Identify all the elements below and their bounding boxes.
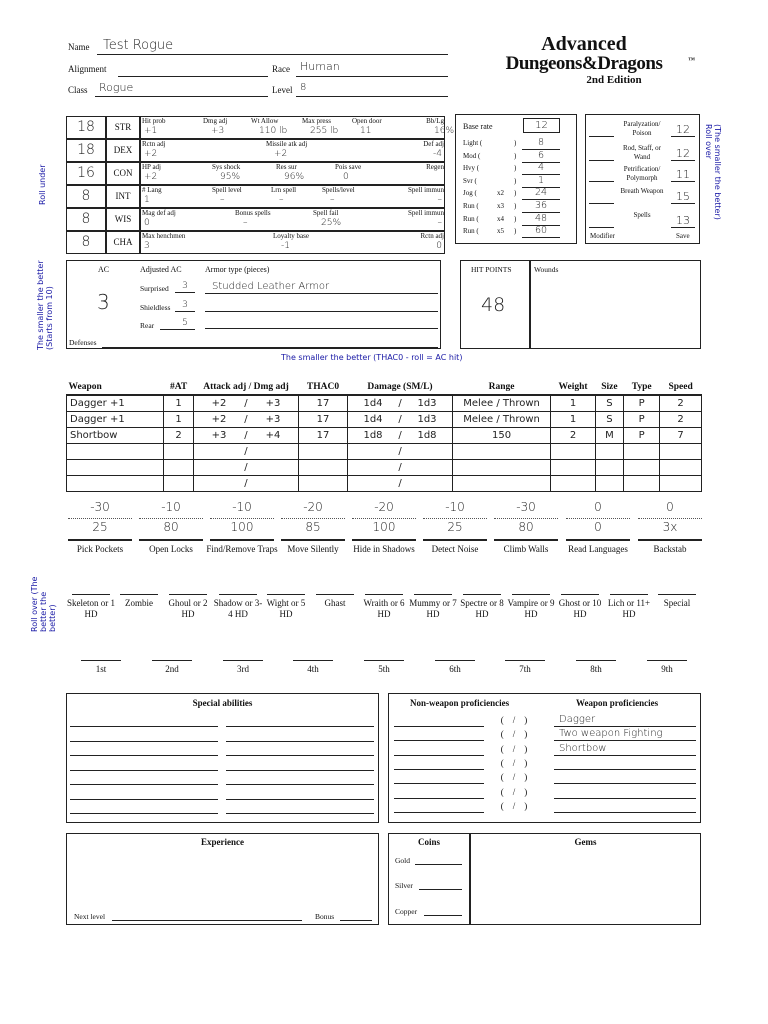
- alignment-label: Alignment: [68, 64, 107, 74]
- movement-mult: x5: [497, 227, 504, 236]
- thief-mod[interactable]: -10: [161, 500, 181, 514]
- hp-label: HIT POINTS: [471, 265, 512, 274]
- ability-field-label: Spell fail: [313, 209, 339, 217]
- ability-field-value[interactable]: 110 lb: [259, 126, 288, 136]
- undead-label: Skeleton or 1 HD: [67, 598, 115, 619]
- ability-abbr-wis: WIS: [114, 214, 132, 224]
- weapon-l[interactable]: 1d3: [417, 398, 437, 409]
- ability-field-label: HP adj: [142, 163, 161, 171]
- weapon-col-header: #AT: [163, 380, 193, 395]
- undead-label: Zombie: [125, 598, 153, 608]
- logo-edition: 2nd Edition: [586, 74, 642, 86]
- nwp-label: Non-weapon proficiencies: [410, 698, 510, 708]
- class-label: Class: [68, 85, 88, 95]
- weapon-thac0[interactable]: 17: [316, 414, 330, 425]
- weapon-size[interactable]: S: [606, 398, 613, 409]
- ability-field-value[interactable]: –: [437, 195, 442, 205]
- proficiencies-box: [388, 693, 701, 823]
- slash: /: [244, 414, 248, 425]
- ability-field-label: Open door: [352, 117, 382, 125]
- weapon-col-header: Type: [624, 380, 660, 395]
- thief-value[interactable]: 100: [372, 520, 396, 534]
- weapon-name[interactable]: Dagger +1: [70, 414, 125, 425]
- thief-value[interactable]: 25: [92, 520, 108, 534]
- weapon-col-header: THAC0: [298, 380, 348, 395]
- shieldless-label: Shieldless: [140, 303, 171, 312]
- ability-field-label: Spell level: [212, 186, 242, 194]
- weapon-at[interactable]: 1: [175, 414, 182, 425]
- weapon-row[interactable]: [67, 428, 702, 444]
- movement-paren: ): [514, 202, 517, 210]
- weapon-col-header: Weight: [551, 380, 595, 395]
- thief-label: Detect Noise: [431, 544, 479, 554]
- ability-field-label: Dmg adj: [203, 117, 228, 125]
- movement-label: Run (: [463, 202, 479, 210]
- undead-label: Vampire or 9 HD: [507, 598, 555, 619]
- thief-value[interactable]: 0: [594, 520, 602, 534]
- movement-label: Mod (: [463, 151, 481, 160]
- undead-label: Ghost or 10 HD: [558, 598, 602, 619]
- undead-label: Ghoul or 2 HD: [168, 598, 208, 619]
- movement-label: Jog (: [463, 189, 477, 198]
- movement-value[interactable]: 1: [537, 174, 545, 186]
- ability-field-value[interactable]: -4: [433, 149, 442, 159]
- movement-label: Run (: [463, 227, 479, 236]
- ability-field-value[interactable]: 0: [343, 172, 349, 182]
- ability-field-label: Sys shock: [212, 163, 241, 171]
- slash: /: [244, 430, 248, 441]
- ability-field-label: Mag def adj: [142, 209, 176, 217]
- thief-mod[interactable]: -10: [445, 500, 465, 514]
- movement-label: Hvy (: [463, 164, 480, 173]
- ability-score-cha[interactable]: 8: [81, 234, 91, 250]
- name-label: Name: [68, 42, 90, 52]
- save-label-2: Petrification/ Polymorph: [623, 165, 661, 182]
- save-label-3: Breath Weapon: [620, 187, 664, 195]
- weapon-weight[interactable]: 2: [569, 430, 577, 441]
- thief-mod[interactable]: -20: [303, 500, 323, 514]
- slash: /: [398, 398, 402, 409]
- ability-score-str[interactable]: 18: [77, 119, 95, 135]
- slash: /: [398, 414, 402, 425]
- level-label: Level: [272, 85, 293, 95]
- weapon-row[interactable]: [67, 476, 702, 492]
- weapon-type[interactable]: P: [638, 398, 645, 409]
- wounds-label: Wounds: [534, 265, 559, 274]
- ability-field-label: Res sur: [276, 163, 297, 171]
- weapon-size[interactable]: S: [606, 414, 613, 425]
- shieldless-value[interactable]: 3: [182, 300, 188, 310]
- movement-mult: x2: [497, 189, 504, 198]
- slash: /: [398, 430, 402, 441]
- spell-level-label: 2nd: [165, 664, 179, 674]
- thief-value[interactable]: 80: [518, 520, 534, 534]
- weapon-dmg[interactable]: [255, 478, 291, 489]
- armor-field[interactable]: Studded Leather Armor: [212, 281, 330, 292]
- ability-field-label: Bb/Lg: [426, 117, 444, 125]
- slash: /: [244, 478, 248, 489]
- level-field[interactable]: 8: [300, 82, 307, 93]
- movement-paren: ): [514, 151, 517, 160]
- ability-field-label: Lrn spell: [271, 186, 297, 194]
- gold-label: Gold: [395, 856, 410, 865]
- ability-field-value[interactable]: 3: [144, 241, 150, 251]
- ability-field-value[interactable]: 0: [436, 241, 442, 251]
- experience-label: Experience: [201, 837, 244, 847]
- weapon-row[interactable]: [67, 460, 702, 476]
- weapon-proficiency[interactable]: Shortbow: [559, 742, 607, 754]
- thief-value[interactable]: 100: [230, 520, 254, 534]
- movement-paren: ): [514, 189, 517, 198]
- ability-abbr-int: INT: [115, 191, 131, 201]
- movement-paren: ): [514, 139, 517, 147]
- weapon-speed[interactable]: 7: [677, 430, 684, 441]
- thief-value[interactable]: 25: [447, 520, 463, 534]
- base-rate-field[interactable]: 12: [523, 118, 560, 133]
- next-level-label: Next level: [74, 912, 106, 921]
- save-value-3[interactable]: 15: [676, 190, 690, 203]
- weapon-speed[interactable]: 2: [677, 398, 684, 409]
- silver-label: Silver: [395, 881, 413, 890]
- bonus-label: Bonus: [315, 912, 335, 921]
- weapon-weight[interactable]: 1: [569, 414, 577, 425]
- thief-label: Find/Remove Traps: [206, 544, 278, 554]
- weapon-thac0[interactable]: 17: [316, 430, 330, 441]
- weapon-range[interactable]: Melee / Thrown: [463, 414, 540, 425]
- thief-label: Pick Pockets: [76, 544, 124, 554]
- slash: /: [244, 398, 248, 409]
- movement-value[interactable]: 8: [537, 137, 545, 148]
- logo-line1: Advanced: [541, 33, 627, 55]
- weapon-speed[interactable]: 2: [677, 414, 684, 425]
- ability-field-value[interactable]: 0: [144, 218, 150, 228]
- thac0-note: The smaller the better (THAC0 - roll = AC hit): [281, 353, 463, 362]
- thief-label: Hide in Shadows: [353, 544, 415, 554]
- ability-field-label: Max henchmen: [142, 232, 186, 240]
- slash: /: [244, 462, 248, 473]
- roll-under-note: Roll under: [38, 164, 47, 205]
- ability-abbr-str: STR: [114, 122, 132, 132]
- ability-field-value[interactable]: –: [330, 195, 335, 205]
- weapon-row[interactable]: [67, 412, 702, 428]
- ac-value[interactable]: 3: [97, 290, 110, 314]
- ability-field-value[interactable]: +2: [144, 149, 158, 159]
- save-label-1: Rod, Staff, or Wand: [623, 144, 661, 161]
- weapon-l[interactable]: 1d3: [417, 414, 437, 425]
- weapon-dmg[interactable]: [255, 462, 291, 473]
- thief-label: Read Languages: [568, 544, 628, 554]
- coins-label: Coins: [417, 837, 440, 847]
- weapon-atk[interactable]: [201, 462, 237, 473]
- base-rate-label: Base rate: [463, 122, 493, 131]
- movement-paren: ): [514, 214, 517, 223]
- movement-paren: ): [514, 176, 517, 185]
- weapon-dmg[interactable]: +3: [265, 398, 281, 409]
- ability-field-value[interactable]: -1: [281, 241, 290, 251]
- weapon-l[interactable]: [409, 446, 445, 457]
- movement-value[interactable]: 36: [534, 200, 548, 211]
- undead-label: Wight or 5 HD: [266, 598, 306, 619]
- gems-label: Gems: [574, 837, 597, 847]
- weapon-range[interactable]: 150: [492, 430, 512, 441]
- weapon-col-header: Weapon: [67, 380, 164, 395]
- ability-field-value[interactable]: 11: [360, 126, 372, 136]
- thief-mod[interactable]: 0: [594, 500, 602, 514]
- ability-field-value[interactable]: 255 lb: [310, 126, 339, 136]
- ability-field-label: Spells/level: [322, 186, 355, 194]
- ability-field-label: Missile atk adj: [266, 140, 308, 148]
- ability-abbr-cha: CHA: [113, 237, 133, 247]
- weapon-atk[interactable]: [201, 478, 237, 489]
- thief-mod[interactable]: -30: [90, 500, 110, 514]
- weapon-sm[interactable]: [355, 478, 391, 489]
- spell-level-label: 6th: [449, 664, 461, 674]
- weapon-atk[interactable]: +2: [211, 414, 227, 425]
- nwp-slot: ( / ): [500, 743, 528, 754]
- spell-level-label: 1st: [95, 664, 107, 674]
- ability-score-int[interactable]: 8: [81, 188, 91, 204]
- ability-score-con[interactable]: 16: [77, 165, 95, 181]
- hp-value[interactable]: 48: [481, 294, 506, 316]
- weapon-l[interactable]: 1d8: [417, 430, 437, 441]
- wp-label: Weapon proficiencies: [576, 698, 659, 708]
- ability-field-value[interactable]: –: [279, 195, 284, 205]
- save-value-2[interactable]: 11: [676, 168, 690, 181]
- thief-label: Backstab: [653, 544, 687, 554]
- save-label-0: Paralyzation/ Poison: [623, 120, 661, 137]
- modifier-label: Modifier: [590, 232, 615, 240]
- nwp-slot: ( / ): [500, 800, 528, 811]
- save-value-1[interactable]: 12: [676, 147, 690, 160]
- spell-level-label: 3rd: [237, 664, 249, 674]
- undead-label: Spectre or 8 HD: [460, 598, 504, 619]
- logo-tm: ™: [688, 56, 695, 64]
- weapon-sm[interactable]: 1d8: [363, 430, 383, 441]
- nwp-slot: ( / ): [500, 772, 528, 783]
- weapon-atk[interactable]: +3: [211, 430, 227, 441]
- save-label-4: Spells: [633, 211, 651, 219]
- weapon-atk[interactable]: +2: [211, 398, 227, 409]
- ability-field-label: # Lang: [142, 186, 162, 194]
- weapon-col-header: Damage (SM/L): [348, 380, 452, 395]
- weapon-row[interactable]: [67, 395, 702, 412]
- thief-value[interactable]: 80: [163, 520, 179, 534]
- race-field[interactable]: Human: [300, 60, 340, 73]
- weapon-at[interactable]: 2: [175, 430, 182, 441]
- weapon-type[interactable]: P: [638, 430, 645, 441]
- spell-level-label: 7th: [519, 664, 531, 674]
- movement-paren: ): [514, 164, 517, 173]
- movement-value[interactable]: 4: [537, 162, 545, 174]
- weapon-sm[interactable]: [355, 446, 391, 457]
- nwp-slot: ( / ): [500, 757, 528, 768]
- ability-field-label: Rctn adj: [142, 140, 166, 148]
- weapon-range[interactable]: Melee / Thrown: [463, 398, 540, 409]
- save-value-4[interactable]: 13: [676, 214, 690, 227]
- weapon-at[interactable]: 1: [175, 398, 182, 409]
- spell-level-label: 9th: [661, 664, 673, 674]
- ability-field-value[interactable]: 95%: [220, 172, 241, 182]
- ability-field-value[interactable]: +2: [274, 149, 288, 159]
- weapon-name[interactable]: Dagger +1: [70, 398, 125, 409]
- saves-note: (The smaller the better) Roll over: [704, 124, 722, 220]
- surprised-value[interactable]: 3: [182, 281, 188, 291]
- ability-field-value[interactable]: 1: [144, 195, 150, 205]
- weapon-col-header: Speed: [660, 380, 702, 395]
- ability-field-label: Wt Allow: [251, 117, 279, 125]
- add-logo: [468, 34, 700, 104]
- movement-value[interactable]: 60: [534, 225, 548, 237]
- movement-mult: x4: [497, 214, 504, 223]
- save-label: Save: [676, 232, 690, 240]
- slash: /: [398, 446, 402, 457]
- weapon-proficiency[interactable]: Dagger: [559, 714, 596, 725]
- ability-field-value[interactable]: +2: [144, 172, 158, 182]
- ability-abbr-con: CON: [113, 168, 133, 178]
- thief-value[interactable]: 85: [305, 520, 321, 534]
- weapon-col-header: Size: [595, 380, 624, 395]
- rear-label: Rear: [140, 321, 155, 330]
- spell-level-label: 8th: [590, 664, 602, 674]
- undead-label: Wraith or 6 HD: [363, 598, 405, 619]
- ability-field-label: Regen: [426, 163, 444, 171]
- weapon-dmg[interactable]: [255, 446, 291, 457]
- weapon-atk[interactable]: [201, 446, 237, 457]
- weapon-dmg[interactable]: +3: [265, 414, 281, 425]
- thief-label: Open Locks: [149, 544, 193, 554]
- turn-undead-note: Roll over (The better the better): [30, 576, 57, 632]
- ability-score-wis[interactable]: 8: [81, 211, 91, 227]
- thief-mod[interactable]: 0: [666, 500, 674, 514]
- ability-field-value[interactable]: +1: [144, 126, 158, 136]
- weapon-size[interactable]: M: [605, 430, 614, 441]
- thief-mod[interactable]: -30: [516, 500, 536, 514]
- ability-field-label: Loyalty base: [273, 232, 309, 240]
- undead-label: Lich or 11+ HD: [607, 598, 651, 619]
- ability-field-label: Max press: [302, 117, 331, 125]
- movement-value[interactable]: 6: [537, 149, 545, 161]
- ability-field-label: Spell immun: [408, 209, 444, 217]
- weapon-name[interactable]: Shortbow: [70, 430, 118, 441]
- race-label: Race: [272, 64, 290, 74]
- thief-mod[interactable]: -20: [374, 500, 394, 514]
- weapon-sm[interactable]: 1d4: [363, 414, 383, 425]
- ability-field-value[interactable]: –: [220, 195, 225, 205]
- movement-mult: x3: [497, 202, 504, 210]
- thief-label: Climb Walls: [503, 544, 549, 554]
- adjusted-ac-label: Adjusted AC: [140, 265, 182, 274]
- weapons-table: [66, 380, 702, 492]
- ability-field-label: Hit prob: [142, 117, 166, 125]
- ability-field-value[interactable]: +3: [211, 126, 225, 136]
- ability-field-value[interactable]: 16%: [434, 126, 455, 136]
- ability-field-label: Bonus spells: [235, 209, 271, 217]
- save-value-0[interactable]: 12: [676, 123, 690, 136]
- ability-score-dex[interactable]: 18: [77, 142, 95, 158]
- weapon-proficiency[interactable]: Two weapon Fighting: [559, 728, 663, 740]
- weapon-sm[interactable]: 1d4: [363, 398, 383, 409]
- undead-label: Ghast: [324, 598, 346, 608]
- ability-field-value[interactable]: –: [437, 218, 442, 228]
- logo-line2: Dungeons&Dragons: [505, 53, 663, 74]
- weapon-l[interactable]: [409, 462, 445, 473]
- spell-level-label: 4th: [307, 664, 319, 674]
- weapon-weight[interactable]: 1: [569, 398, 577, 409]
- slash: /: [244, 446, 248, 457]
- ability-field-value[interactable]: 25%: [321, 218, 342, 228]
- weapon-type[interactable]: P: [638, 414, 645, 425]
- movement-value[interactable]: 48: [534, 212, 548, 224]
- movement-label: Run (: [463, 214, 479, 223]
- ability-field-label: Def adj: [423, 140, 444, 148]
- undead-label: Special: [663, 598, 691, 608]
- weapon-l[interactable]: [409, 478, 445, 489]
- class-field[interactable]: Rogue: [99, 81, 134, 94]
- ac-label: AC: [98, 265, 110, 274]
- ability-abbr-dex: DEX: [113, 145, 133, 155]
- name-field[interactable]: Test Rogue: [103, 38, 174, 53]
- movement-value[interactable]: 24: [534, 187, 548, 199]
- ability-field-value[interactable]: 96%: [284, 172, 305, 182]
- ability-field-label: Spell immun: [408, 186, 444, 194]
- weapon-row[interactable]: [67, 444, 702, 460]
- movement-label: Light (: [463, 139, 483, 147]
- weapon-dmg[interactable]: +4: [265, 430, 281, 441]
- nwp-slot: ( / ): [500, 729, 528, 740]
- armor-type-label: Armor type (pieces): [205, 265, 270, 274]
- undead-label: Mummy or 7 HD: [409, 598, 457, 619]
- copper-label: Copper: [395, 907, 418, 916]
- special-abilities-box: [66, 693, 379, 823]
- weapon-col-header: Attack adj / Dmg adj: [194, 380, 298, 395]
- ac-note: The smaller the better (Starts from 10): [36, 260, 54, 350]
- movement-paren: ): [514, 227, 517, 236]
- movement-label: Svr (: [463, 176, 477, 185]
- weapon-thac0[interactable]: 17: [316, 398, 330, 409]
- undead-label: Shadow or 3-4 HD: [213, 598, 263, 619]
- weapon-col-header: Range: [452, 380, 551, 395]
- spell-level-label: 5th: [378, 664, 390, 674]
- rear-value[interactable]: 5: [182, 318, 188, 328]
- slash: /: [398, 462, 402, 473]
- surprised-label: Surprised: [140, 284, 169, 293]
- nwp-slot: ( / ): [500, 715, 528, 725]
- thief-value[interactable]: 3x: [662, 520, 678, 534]
- slash: /: [398, 478, 402, 489]
- nwp-slot: ( / ): [500, 786, 528, 797]
- ability-field-value[interactable]: –: [243, 218, 248, 228]
- ability-field-label: Rctn adj: [420, 232, 444, 240]
- weapon-sm[interactable]: [355, 462, 391, 473]
- thief-mod[interactable]: -10: [232, 500, 252, 514]
- ability-field-label: Pois save: [335, 163, 362, 171]
- special-abilities-label: Special abilities: [192, 698, 253, 708]
- thief-label: Move Silently: [287, 544, 339, 554]
- defenses-label: Defenses: [69, 338, 97, 347]
